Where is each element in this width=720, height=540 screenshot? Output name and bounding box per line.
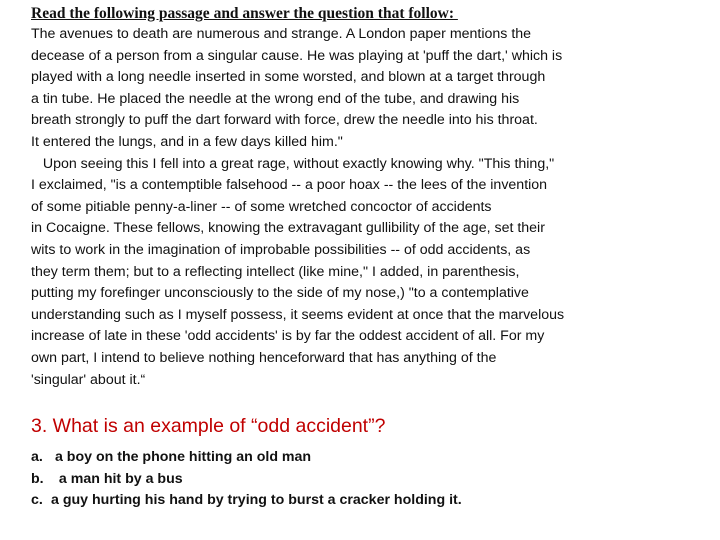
option-letter: a. (31, 449, 43, 466)
passage-line: It entered the lungs, and in a few days killed him." (31, 133, 343, 150)
passage-line: own part, I intend to believe nothing henceforward that has anything of the (31, 349, 497, 366)
option-b[interactable] (31, 469, 692, 491)
option-text: a boy on the phone hitting an old man (51, 449, 312, 466)
question-heading: 3. What is an example of “odd accident”? (31, 415, 386, 438)
passage-line: Upon seeing this I fell into a great rage, without exactly knowing why. "This thing," (31, 155, 555, 172)
passage-line: of some pitiable penny-a-liner -- of some wretched concoctor of accidents (31, 198, 492, 215)
passage-line: putting my forefinger unconsciously to the side of my nose,) "to a contemplative (31, 285, 529, 302)
answer-options (31, 447, 692, 512)
passage-line: in Cocaigne. These fellows, knowing the extravagant gullibility of the age, set their (31, 220, 545, 237)
passage-line: breath strongly to puff the dart forward with force, drew the needle into his throat. (31, 112, 538, 129)
passage-line: increase of late in these 'odd accidents' is by far the oddest accident of all. For my (31, 328, 545, 345)
passage-line: 'singular' about it.“ (31, 371, 146, 388)
option-letter: c. (31, 492, 43, 509)
passage-line: played with a long needle inserted in some worsted, and blown at a target through (31, 69, 546, 86)
option-letter: b. (31, 470, 44, 487)
passage-line: they term them; but to a reflecting intellect (like mine," I added, in parenthesis, (31, 263, 520, 280)
passage-line: The avenues to death are numerous and strange. A London paper mentions the (31, 26, 532, 42)
passage-line: wits to work in the imagination of improbable possibilities -- of odd accidents, as (31, 241, 531, 258)
passage-line: a tin tube. He placed the needle at the wrong end of the tube, and drawing his (31, 90, 520, 107)
option-text: a guy hurting his hand by trying to burst a cracker holding it. (51, 492, 462, 509)
passage-line: decease of a person from a singular cause. He was playing at 'puff the dart,' which is (31, 47, 563, 64)
option-text: a man hit by a bus (51, 470, 183, 487)
option-a[interactable] (31, 447, 692, 469)
passage-text (31, 24, 692, 391)
passage-line: understanding such as I myself possess, it seems evident at once that the marvelous (31, 306, 565, 323)
passage-line: I exclaimed, "is a contemptible falsehood -- a poor hoax -- the lees of the invention (31, 177, 548, 194)
option-c[interactable] (31, 490, 692, 512)
instruction-heading: Read the following passage and answer the question that follow: (31, 5, 458, 22)
